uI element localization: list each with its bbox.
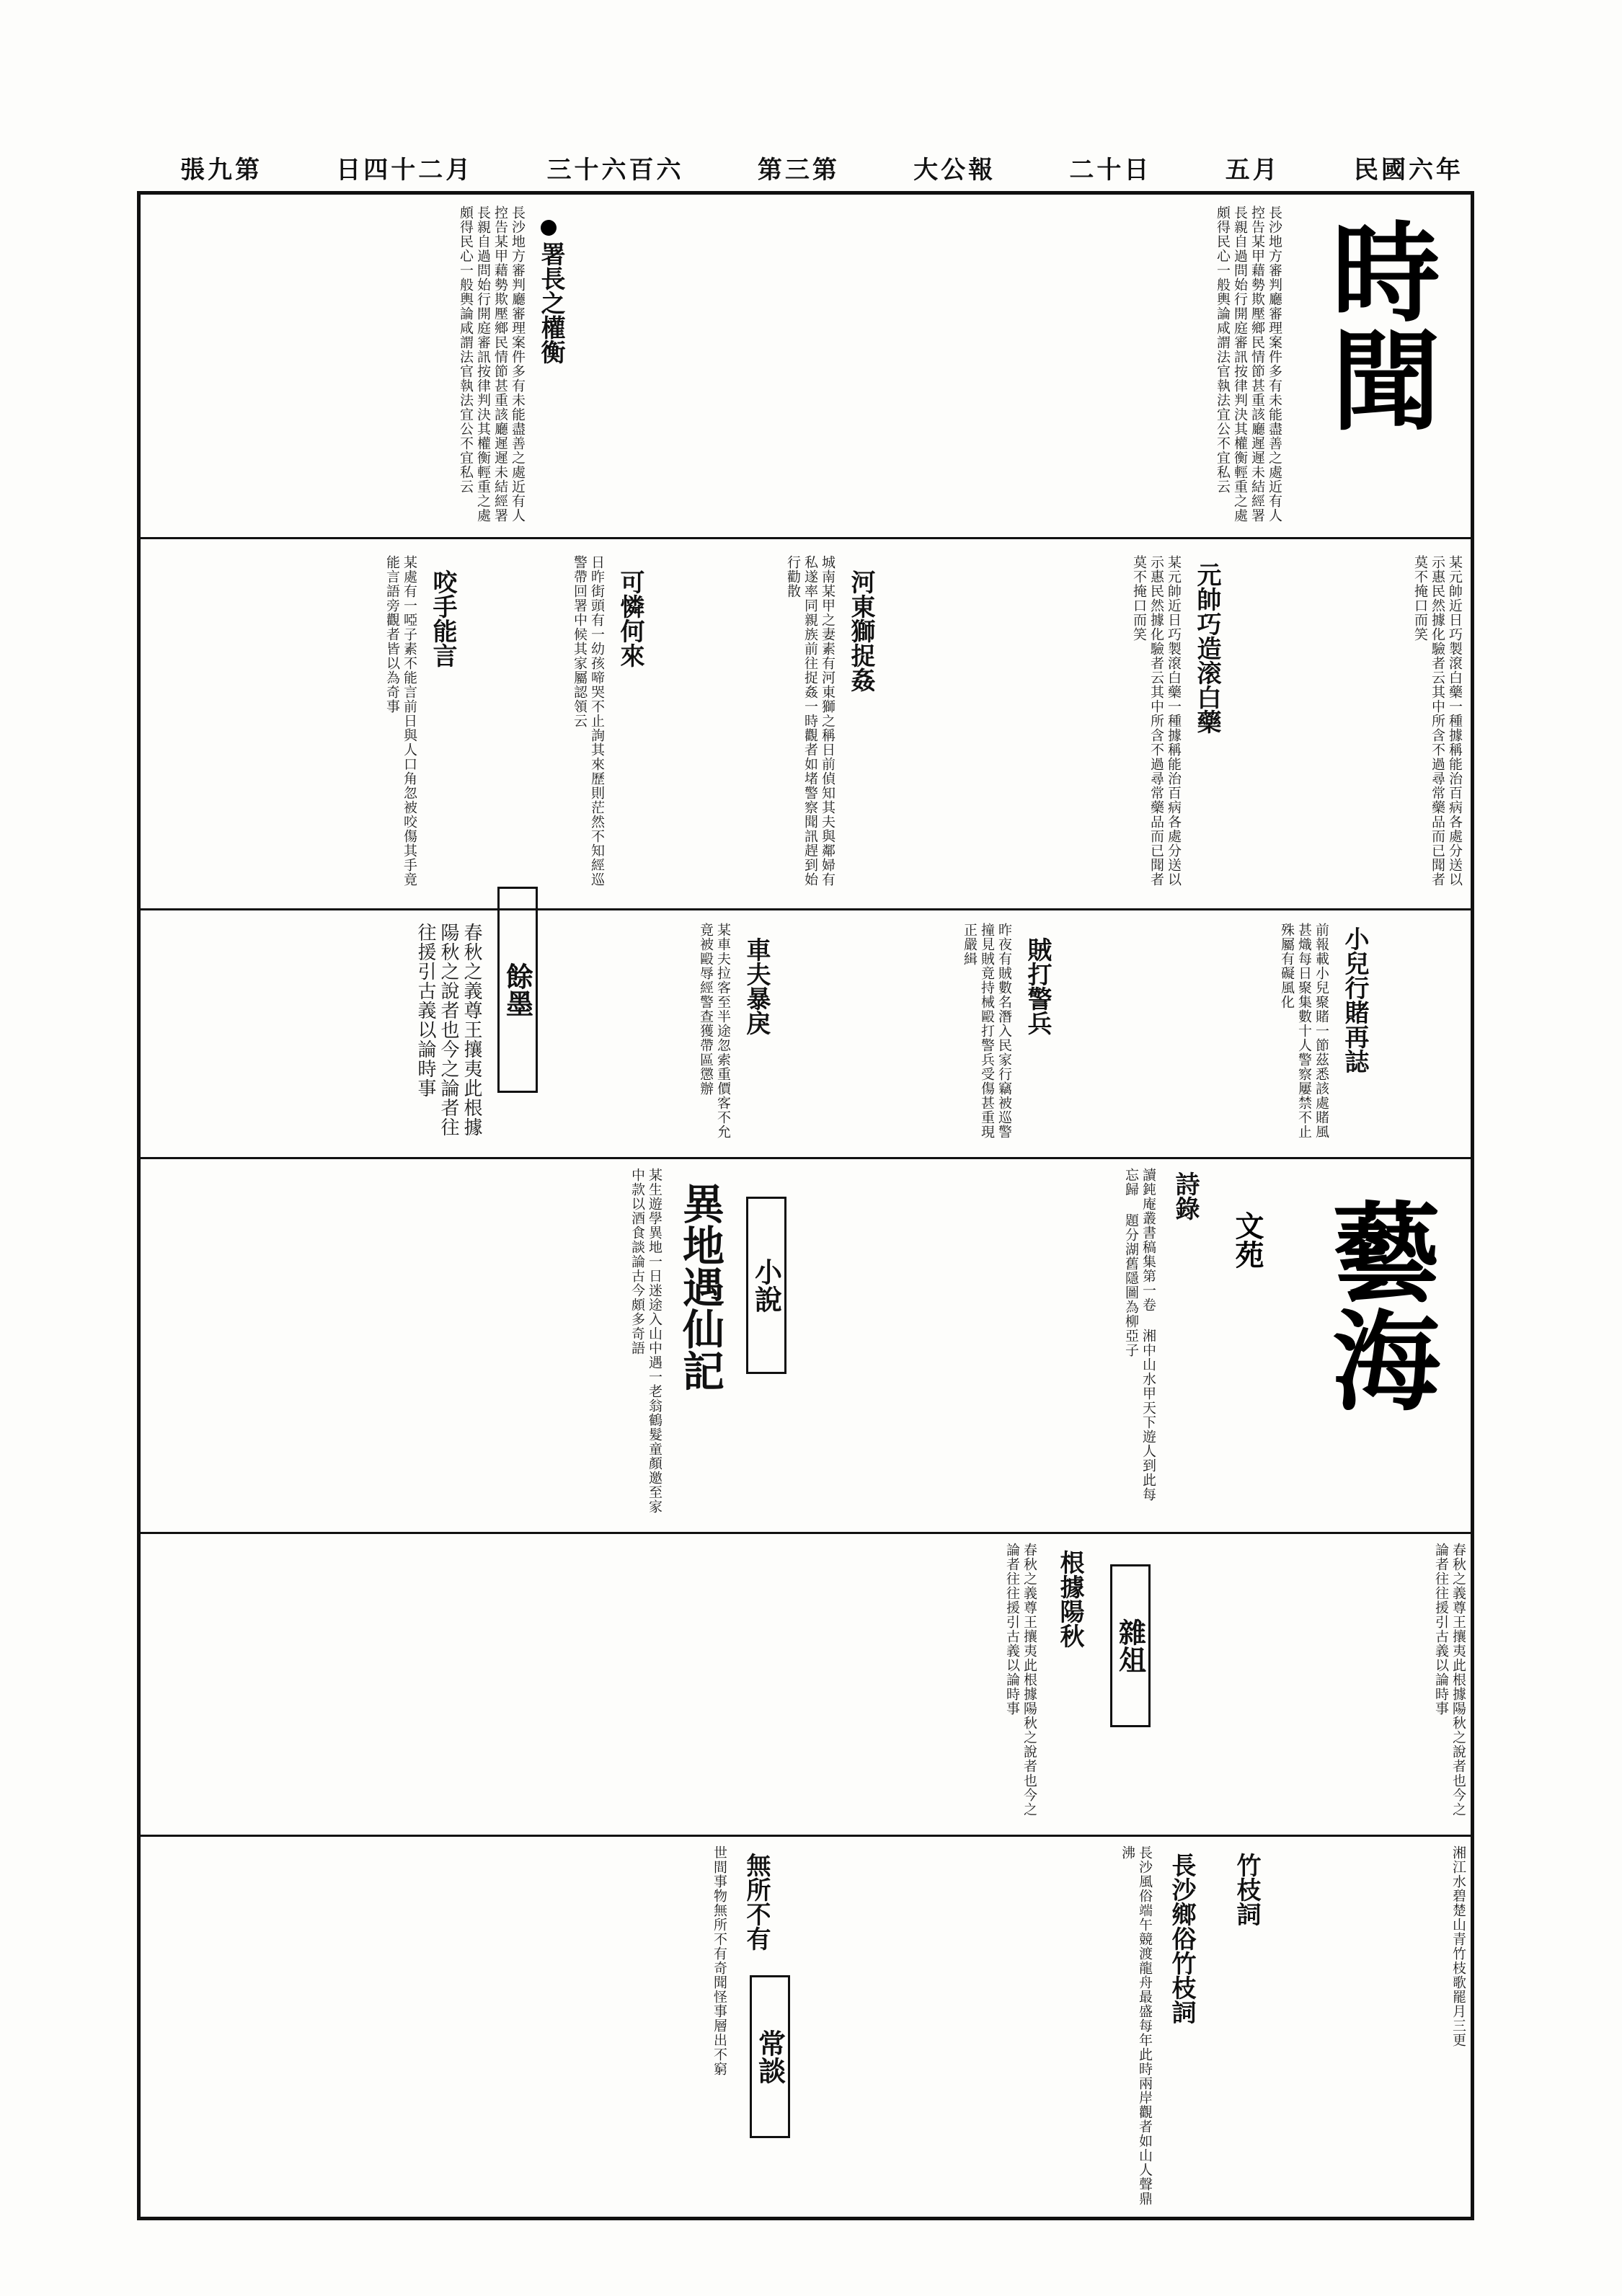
headline-xiaoer: 小兒行賭再誌 [1340, 926, 1369, 1073]
headline-shuzhang: 署長之權衡 [536, 241, 565, 364]
divider-1 [141, 537, 1471, 539]
masthead-number: 三十六百六 [546, 156, 684, 185]
xiaoshuo-box: 小說 [746, 1197, 786, 1374]
headline-yaoshou: 咬手能言 [428, 569, 457, 668]
wenyuan-label: 文苑 [1231, 1211, 1264, 1269]
headline-wusuo: 無所不有 [742, 1853, 771, 1951]
headline-zeida: 賊打警兵 [1023, 937, 1052, 1035]
news-article-7: 某處有一啞子素不能言前日與人口角忽被咬傷其手竟能言語旁觀者皆以為奇事 [384, 555, 417, 887]
news-section-title: 時聞 [1313, 216, 1440, 433]
headline-shilu: 詩錄 [1171, 1171, 1200, 1220]
headline-genju: 根據陽秋 [1055, 1550, 1084, 1648]
masthead-issue: 第三第 [757, 156, 840, 185]
headline-zhuzhi: 竹枝詞 [1232, 1853, 1261, 1926]
news-article-5: 城南某甲之妻素有河東獅之稱日前偵知其夫與鄰婦有私遂率同親族前往捉姦一時觀者如堵警察聞訊趕到始行勸散 [785, 555, 836, 887]
masthead-paper-name: 大公報 [913, 156, 996, 185]
yumo-box: 餘墨 [497, 887, 538, 1093]
headline-yidi: 異地遇仙記 [675, 1182, 724, 1391]
headline-bullet [541, 220, 557, 236]
divider-3 [141, 1157, 1471, 1159]
news-article-6: 日昨街頭有一幼孩啼哭不止詢其來歷則茫然不知經巡警帶回署中候其家屬認領云 [572, 555, 605, 887]
zazu-box: 雜俎 [1110, 1564, 1151, 1727]
news-article-2: 長沙地方審判廳審理案件多有未能盡善之處近有人控告某甲藉勢欺壓鄉民情節甚重該廳遲遲未結經署長親自過問始行開庭審訊按律判決其權衡輕重之處頗得民心一般輿論咸謂法官執法宜公不宜私云 [458, 205, 526, 523]
news-article-9: 昨夜有賊數名潛入民家行竊被巡警撞見賊竟持械毆打警兵受傷甚重現正嚴緝 [962, 923, 1012, 1139]
news-article-1: 長沙地方審判廳審理案件多有未能盡善之處近有人控告某甲藉勢欺壓鄉民情節甚重該廳遲遲未結經署長親自過問始行開庭審訊按律判決其權衡輕重之處頗得民心一般輿論咸謂法官執法宜公不宜私云 [1215, 205, 1282, 523]
novel-column: 某生遊學異地一日迷途入山中遇一老翁鶴髮童顏邀至家中款以酒食談論古今頗多奇語 [629, 1168, 662, 1514]
masthead [180, 148, 1463, 187]
news-article-8: 前報載小兒聚賭一節茲悉該處賭風甚熾每日聚集數十人警察屢禁不止殊屬有礙風化 [1279, 923, 1329, 1139]
bottom-article-2: 長沙風俗端午競渡龍舟最盛每年此時兩岸觀者如山人聲鼎沸 [1120, 1845, 1153, 2206]
headline-hedong: 河東獅捉姦 [846, 569, 875, 692]
yihai-article-1: 春秋之義尊王攘夷此根據陽秋之說者也今之論者往往援引古義以論時事 [1433, 1543, 1466, 1817]
masthead-section: 張九第 [180, 156, 262, 185]
headline-changsha: 長沙鄉俗竹枝詞 [1167, 1853, 1196, 2024]
masthead-republic-date: 民國六年 [1353, 156, 1463, 185]
headline-kelian: 可憐何來 [616, 569, 644, 668]
yumo-text: 春秋之義尊王攘夷此根據陽秋之說者也今之論者往往援引古義以論時事 [415, 923, 482, 1137]
bottom-article-1: 湘江水碧楚山青竹枝歌罷月三更 [1450, 1845, 1466, 2047]
masthead-weekday: 日四十二月 [336, 156, 474, 185]
headline-chefu: 車夫暴戾 [742, 937, 771, 1035]
divider-5 [141, 1835, 1471, 1837]
poem-column: 讀鈍庵叢書稿集第一卷 湘中山水甲天下遊人到此每忘歸 題分湖舊隱圖為柳亞子 [1123, 1168, 1156, 1502]
yihai-section-title: 藝海 [1313, 1197, 1440, 1413]
news-article-10: 某車夫拉客至半途忽索重價客不允竟被毆辱經警查獲帶區懲辦 [698, 923, 731, 1139]
masthead-lunar-date-1: 五月 [1225, 156, 1280, 185]
changtan-box: 常談 [750, 1975, 790, 2138]
news-article-3: 某元帥近日巧製滾白藥一種據稱能治百病各處分送以示惠民然據化驗者云其中所含不過尋常藥品而已聞者莫不掩口而笑 [1412, 555, 1463, 887]
masthead-lunar-date-2: 二十日 [1069, 156, 1152, 185]
divider-2 [141, 908, 1471, 910]
news-article-4: 某元帥近日巧製滾白藥一種據稱能治百病各處分送以示惠民然據化驗者云其中所含不過尋常藥品而已聞者莫不掩口而笑 [1131, 555, 1182, 887]
bottom-article-3: 世間事物無所不有奇聞怪事層出不窮 [712, 1845, 727, 2076]
divider-4 [141, 1532, 1471, 1534]
headline-yuanshuai: 元帥巧造滚白藥 [1192, 562, 1221, 734]
zazu-column: 春秋之義尊王攘夷此根據陽秋之說者也今之論者往往援引古義以論時事 [1004, 1543, 1037, 1817]
